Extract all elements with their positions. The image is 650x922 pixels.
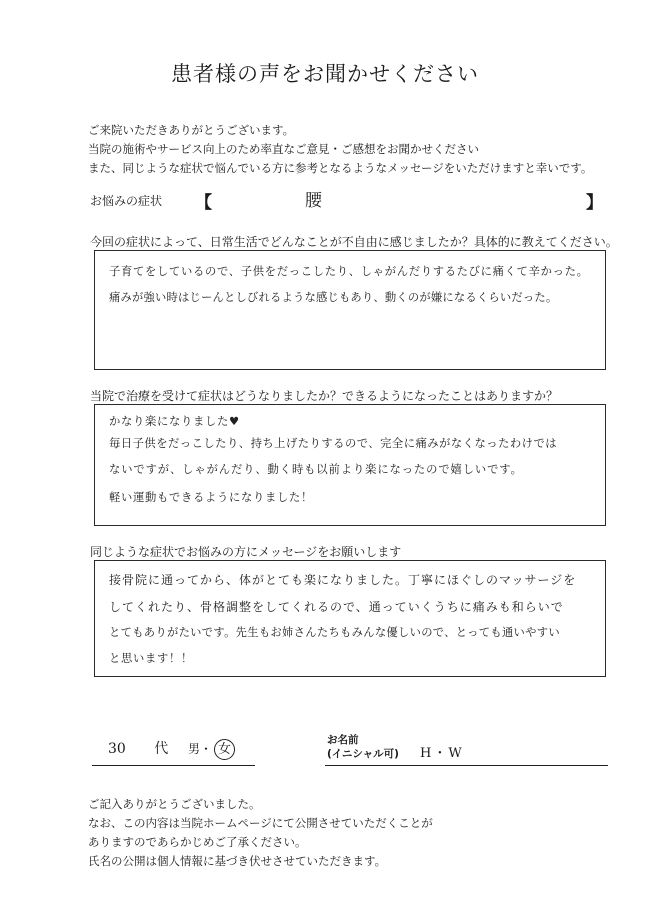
answer-line: してくれたり、骨格調整をしてくれるので、通っていくうちに痛みも和らいで — [109, 600, 564, 614]
intro-text — [88, 121, 592, 178]
name-value: H・W — [420, 746, 464, 761]
answer-box-2 — [94, 404, 606, 526]
question-1: 今回の症状によって、日常生活でどんなことが不自由に感じましたか？具体的に教えてください。 — [90, 235, 618, 249]
answer-line: とてもありがたいです。先生もお姉さんたちもみんな優しいので、とっても通いやすい — [109, 626, 560, 639]
age-suffix: 代 — [154, 741, 169, 757]
footer-note — [88, 795, 433, 871]
name-label-line: (イニシャル可) — [327, 748, 399, 760]
age-value: 30 — [108, 741, 126, 757]
bracket-open: 【 — [195, 193, 212, 213]
age-field — [108, 738, 168, 758]
answer-line: 痛みが強い時はじーんとしびれるような感じもあり、動くのが嫌になるくらいだった。 — [109, 291, 558, 304]
gender-separator: ・ — [200, 742, 213, 756]
answer-box-1 — [94, 250, 606, 370]
page-title: 患者様の声をお聞かせください — [171, 62, 479, 86]
footer-line: ご記入ありがとうございました。 — [88, 797, 261, 811]
intro-line: 当院の施術やサービス向上のため率直なご意見・ご感想をお聞かせください — [88, 142, 479, 156]
age-underline — [92, 765, 255, 766]
intro-line: また、同じような症状で悩んでいる方に参考となるようなメッセージをいただけますと幸いです。 — [88, 161, 593, 175]
answer-box-3 — [94, 560, 606, 677]
answer-line: かなり楽になりました♥ — [109, 415, 240, 428]
symptom-row — [90, 190, 610, 214]
footer-line: なお、この内容は当院ホームページにて公開させていただくことが — [88, 816, 433, 830]
name-underline — [325, 765, 608, 766]
name-label — [327, 733, 399, 761]
footer-line: 氏名の公開は個人情報に基づき伏せさせていただきます。 — [88, 854, 387, 868]
name-label-line: お名前 — [327, 734, 359, 746]
answer-line: と思います！！ — [109, 652, 193, 665]
question-3: 同じような症状でお悩みの方にメッセージをお願いします — [90, 545, 402, 559]
footer-line: ありますのであらかじめご了承ください。 — [88, 835, 307, 849]
gender-female-circled: 女 — [214, 739, 235, 760]
symptom-label: お悩みの症状 — [90, 194, 163, 208]
gender-male: 男 — [188, 742, 201, 756]
answer-line: 子育てをしているので、子供をだっこしたり、しゃがんだりするたびに痛くて辛かった。 — [109, 265, 589, 278]
answer-line: 接骨院に通ってから、体がとても楽になりました。丁寧にほぐしのマッサージを — [109, 573, 577, 587]
question-2: 当院で治療を受けて症状はどうなりましたか？できるようになったことはありますか？ — [90, 389, 559, 403]
symptom-value: 腰 — [305, 191, 322, 211]
answer-line: 軽い運動もできるようになりました！ — [109, 491, 313, 504]
intro-line: ご来院いただきありがとうございます。 — [88, 123, 295, 137]
bracket-close: 】 — [586, 193, 603, 213]
answer-line: 毎日子供をだっこしたり、持ち上げたりするので、完全に痛みがなくなったわけでは — [109, 437, 558, 450]
gender-field — [188, 739, 235, 760]
answer-line: ないですが、しゃがんだり、動く時も以前より楽になったので嬉しいです。 — [109, 463, 523, 476]
